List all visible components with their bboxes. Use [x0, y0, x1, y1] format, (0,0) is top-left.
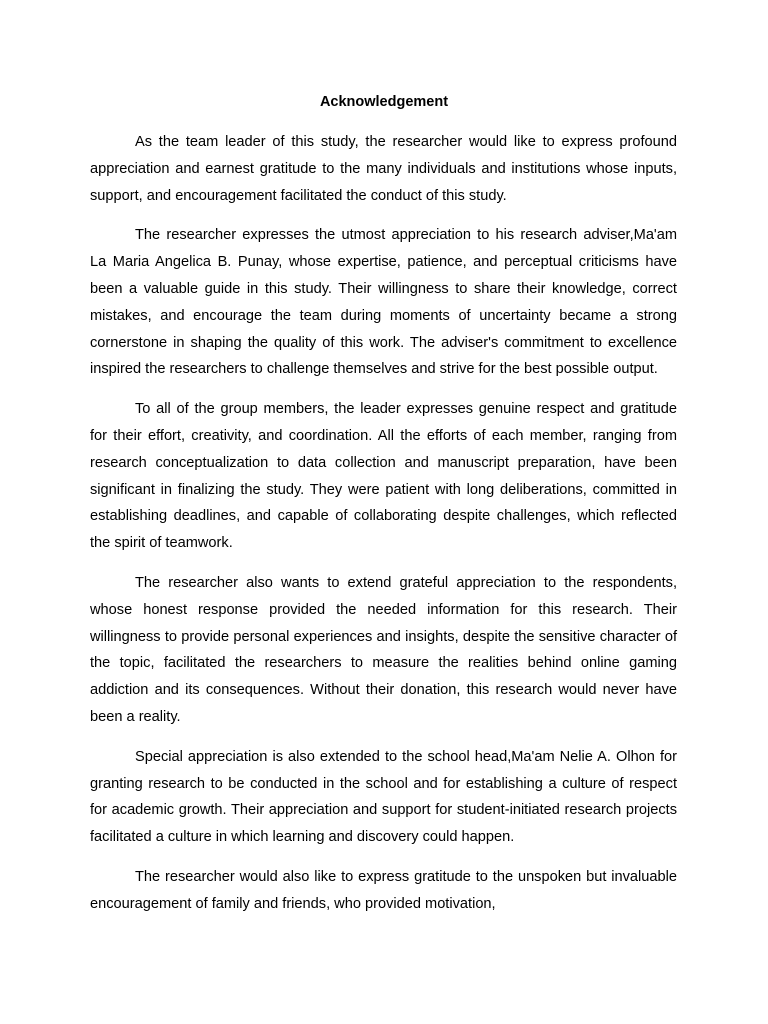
- paragraph-adviser: The researcher expresses the utmost appreciation to his research adviser,Ma'am La Maria Angelica B. Punay, whose expertise, patience, and perceptual criticisms have been a valuable guide in this study. Their willingness to share their knowledge, correct mistakes, and encourage the team during moments of uncertainty became a strong cornerstone in shaping the quality of this work. The adviser's commitment to excellence inspired the researchers to challenge themselves and strive for the best possible output.: [90, 227, 677, 378]
- paragraph-respondents: The researcher also wants to extend grateful appreciation to the respondents, whose honest response provided the needed information for this research. Their willingness to provide personal experiences and insights, despite the sensitive character of the topic, facilitated the researchers to measure the realities behind online gaming addiction and its consequences. Without their donation, this research would never have been a reality.: [90, 574, 677, 725]
- paragraph-intro: As the team leader of this study, the researcher would like to express profound appreciation and earnest gratitude to the many individuals and institutions whose inputs, support, and encouragement facilitated the conduct of this study.: [90, 134, 677, 204]
- paragraph-school-head: Special appreciation is also extended to the school head,Ma'am Nelie A. Olhon for granting research to be conducted in the school and for establishing a culture of respect for academic growth. Their appreciation and support for student-initiated research projects facilitated a culture in which learning and discovery could happen.: [90, 748, 677, 846]
- document-body: [90, 129, 677, 931]
- paragraph-family-friends: The researcher would also like to express gratitude to the unspoken but invaluable encouragement of family and friends, who provided motivation,: [90, 868, 677, 912]
- paragraph-group-members: To all of the group members, the leader expresses genuine respect and gratitude for their effort, creativity, and coordination. All the efforts of each member, ranging from research conceptualization to data collection and manuscript preparation, have been significant in finalizing the study. They were patient with long deliberations, committed in establishing deadlines, and capable of collaborating despite challenges, which reflected the spirit of teamwork.: [90, 401, 677, 552]
- page-title: Acknowledgement: [319, 94, 449, 110]
